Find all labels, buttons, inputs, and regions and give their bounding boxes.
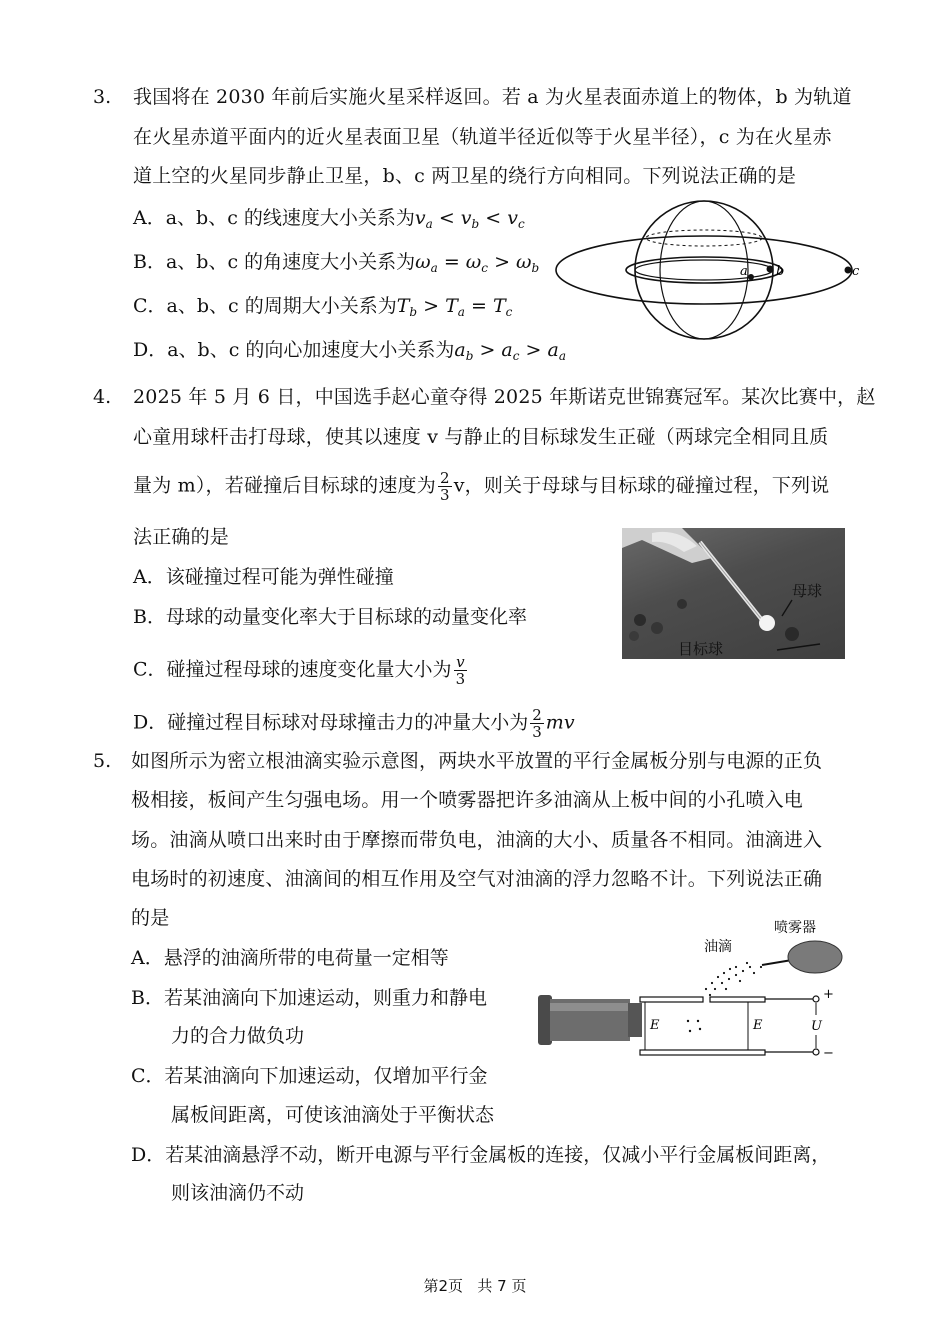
snooker-photo (622, 528, 845, 659)
question-5-option-d-continued: 则该油滴仍不动 (171, 1182, 305, 1204)
mars-sphere (635, 201, 773, 339)
option-text: a、b、c 的角速度大小关系为 (165, 251, 416, 273)
droplet-label: 油滴 (704, 939, 732, 955)
microscope-eyepiece (538, 995, 552, 1045)
question-5-stem-line-3: 场。油滴从喷口出来时由于摩擦而带负电，油滴的大小、质量各不相同。油滴进入 (131, 829, 823, 851)
question-5-option-c (131, 1062, 488, 1090)
voltage-label: U (811, 1019, 822, 1034)
question-3-stem-line-2: 在火星赤道平面内的近火星表面卫星（轨道半径近似等于火星半径），c 为在火星赤 (133, 126, 832, 148)
terminal-minus (813, 1049, 819, 1055)
page-number: 第2页 (423, 1277, 464, 1295)
stem-text-continued: v，则关于母球与目标球的碰撞过程，下列说 (453, 474, 830, 497)
question-5-number: 5. (93, 750, 112, 772)
option-text-line-1: 若某油滴向下加速运动，仅增加平行金 (164, 1065, 488, 1087)
fraction-two-thirds-mv: $\frac{2}{3}$ (532, 706, 542, 741)
question-5-option-a (131, 944, 449, 972)
terminal-plus (813, 996, 819, 1002)
option-text: a、b、c 的线速度大小关系为 (165, 207, 415, 229)
question-4-option-b (133, 603, 527, 631)
orbit-b (626, 257, 785, 283)
question-5-option-b-continued: 力的合力做负功 (171, 1025, 305, 1047)
field-label-right: E (753, 1018, 763, 1033)
label-a: a (740, 264, 748, 279)
option-text: 碰撞过程目标球对母球撞击力的冲量大小为 (167, 711, 529, 734)
question-5-option-d (131, 1141, 830, 1169)
option-label: A． (133, 207, 166, 229)
question-3-option-c (133, 292, 512, 326)
upper-plate-left (640, 997, 703, 1002)
option-label: D． (131, 1144, 166, 1166)
spray-droplets (705, 962, 762, 996)
option-label: C． (133, 658, 167, 681)
formula-acceleration: $a_b > a_c > a_a$ (454, 339, 566, 363)
upper-plate-right (710, 997, 765, 1002)
question-4-stem-line-4: 法正确的是 (133, 526, 230, 548)
page-footer (0, 1275, 950, 1296)
field-label-left: E (650, 1018, 660, 1033)
total-pages: 共 7 页 (477, 1277, 527, 1295)
question-4-option-d: D．碰撞过程目标球对母球撞击力的冲量大小为 $\frac{2}{3}$ mv (133, 706, 575, 741)
question-4-stem-line-3 (133, 470, 829, 503)
question-3-option-d (133, 336, 566, 370)
lower-plate (640, 1050, 765, 1055)
plus-sign: + (823, 987, 834, 1002)
mars-orbit-diagram (552, 196, 872, 346)
question-5-stem-line-4: 电场时的初速度、油滴间的相互作用及空气对油滴的浮力忽略不计。下列说法正确 (131, 868, 823, 890)
question-5-stem-line-2: 极相接，板间产生匀强电场。用一个喷雾器把许多油滴从上板中间的小孔喷入电 (131, 789, 804, 811)
option-label: B． (131, 987, 164, 1009)
cue-ball-label: 母球 (792, 582, 823, 600)
question-3-stem-line-1: 我国将在 2030 年前后实施火星采样返回。若 a 为火星表面赤道上的物体，b 为轨道 (133, 86, 852, 108)
question-4-number: 4. (93, 386, 112, 408)
option-text-line-1: 若某油滴悬浮不动，断开电源与平行金属板的连接，仅减小平行金属板间距离， (165, 1144, 831, 1166)
question-4-option-a (133, 563, 394, 591)
question-3-number: 3. (93, 86, 112, 108)
option-label: B． (133, 606, 166, 628)
question-5-stem-line-1: 如图所示为密立根油滴实验示意图，两块水平放置的平行金属板分别与电源的正负 (131, 750, 823, 772)
question-4-stem-line-1: 2025 年 5 月 6 日，中国选手赵心童夺得 2025 年斯诺克世锦赛冠军。某次比赛中，赵 (133, 386, 876, 408)
sprayer-bulb (788, 941, 842, 973)
stem-text: 量为 m），若碰撞后目标球的速度为 (133, 474, 436, 497)
millikan-apparatus-diagram (530, 915, 850, 1065)
option-label: C． (131, 1065, 165, 1087)
formula-omega: $\omega_a = \omega_c > \omega_b$ (415, 251, 540, 275)
option-text: a、b、c 的周期大小关系为 (166, 295, 397, 317)
option-text: 该碰撞过程可能为弹性碰撞 (165, 566, 394, 588)
label-b: b (776, 264, 785, 279)
minus-sign: − (823, 1046, 834, 1061)
question-4-option-c (133, 654, 469, 687)
option-text: 母球的动量变化率大于目标球的动量变化率 (165, 606, 527, 628)
question-3-stem-line-3: 道上空的火星同步静止卫星，b、c 两卫星的绕行方向相同。下列说法正确的是 (133, 165, 797, 187)
option-text: 碰撞过程母球的速度变化量大小为 (166, 658, 452, 681)
sprayer-nozzle (762, 960, 792, 965)
question-3-option-a (133, 204, 525, 238)
fraction-v-over-3: $\frac{v}{3}$ (455, 653, 466, 688)
fraction-two-thirds: $\frac{2}{3}$ (439, 469, 450, 504)
satellite-b-dot (767, 266, 774, 273)
formula-va-lt-vb-lt-vc: $v_a < v_b < v_c$ (414, 207, 525, 231)
microscope-objective (628, 1003, 642, 1037)
option-label: D． (133, 711, 168, 734)
option-label: B． (133, 251, 166, 273)
option-label: D． (133, 339, 168, 361)
option-label: A． (131, 947, 164, 969)
question-3-option-b (133, 248, 539, 282)
question-5-option-b (131, 984, 487, 1012)
question-5-option-c-continued: 属板间距离，可使该油滴处于平衡状态 (171, 1104, 495, 1126)
option-label: A． (133, 566, 166, 588)
formula-period: $T_b > T_a = T_c$ (396, 295, 513, 319)
label-c: c (852, 264, 860, 279)
question-4-stem-line-2: 心童用球杆击打母球，使其以速度 v 与静止的目标球发生正碰（两球完全相同且质 (133, 426, 829, 448)
question-5-stem-line-5: 的是 (131, 907, 170, 929)
object-a-dot (748, 274, 754, 280)
option-label: C． (133, 295, 167, 317)
sprayer-label: 喷雾器 (774, 920, 816, 936)
target-ball-label: 目标球 (678, 640, 724, 658)
mars-meridian (660, 201, 748, 339)
orbit-c (556, 236, 852, 304)
option-text: 悬浮的油滴所带的电荷量一定相等 (163, 947, 449, 969)
satellite-c-dot (845, 267, 852, 274)
option-text: a、b、c 的向心加速度大小关系为 (167, 339, 455, 361)
option-text-line-1: 若某油滴向下加速运动，则重力和静电 (163, 987, 487, 1009)
